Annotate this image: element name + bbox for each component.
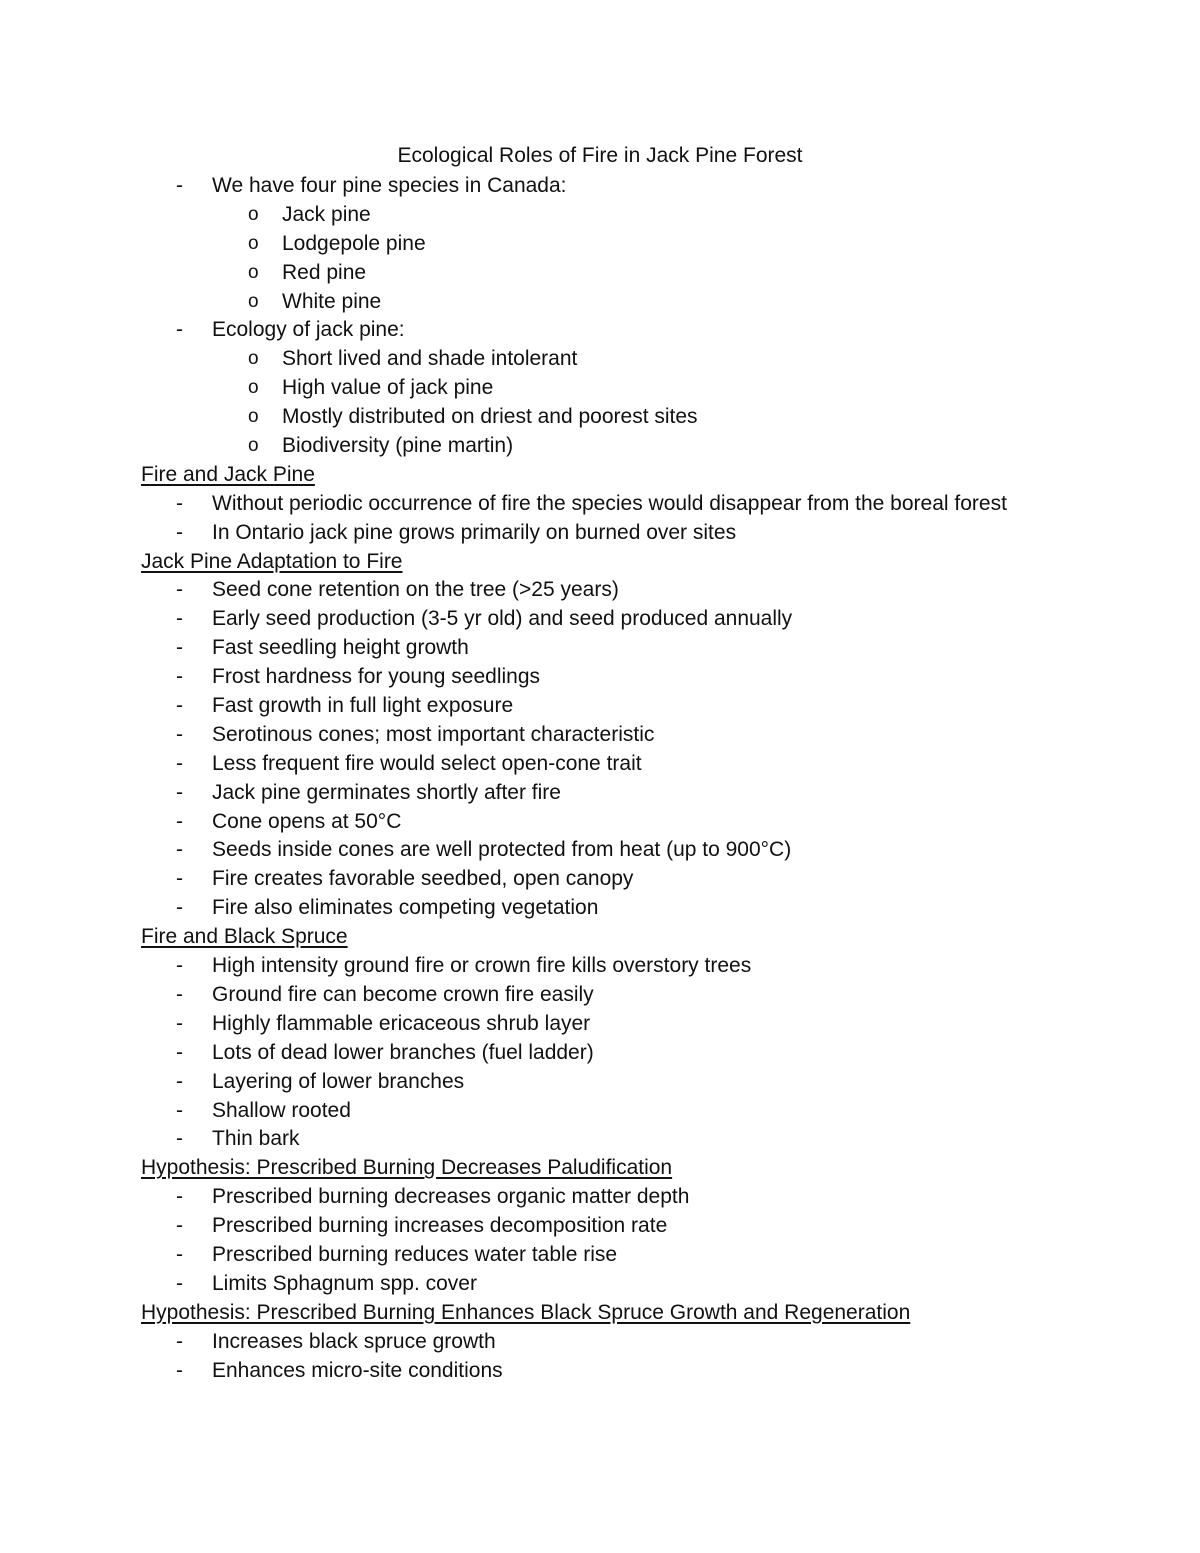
sub-bullet-item [0, 230, 1200, 259]
bullet-text: High intensity ground fire or crown fire kills overstory trees [212, 954, 752, 978]
circle-bullet: o [248, 377, 259, 399]
bullet-text: Seeds inside cones are well protected from heat (up to 900°C) [212, 838, 792, 862]
section-heading: Hypothesis: Prescribed Burning Decreases Paludification [141, 1156, 673, 1180]
bullet-item [0, 634, 1200, 663]
bullet-item [0, 316, 1200, 345]
bullet-text: Frost hardness for young seedlings [212, 665, 541, 689]
dash-bullet: - [176, 694, 183, 718]
bullet-text: Early seed production (3-5 yr old) and seed produced annually [212, 607, 793, 631]
circle-bullet: o [248, 406, 259, 428]
sub-bullet-text: High value of jack pine [282, 376, 494, 400]
dash-bullet: - [176, 665, 183, 689]
bullet-text: Fast seedling height growth [212, 636, 469, 660]
bullet-item [0, 1183, 1200, 1212]
sub-bullet-text: Lodgepole pine [282, 231, 426, 255]
bullet-item [0, 1068, 1200, 1097]
bullet-item [0, 1357, 1200, 1386]
document-title: Ecological Roles of Fire in Jack Pine Forest [397, 144, 803, 167]
dash-bullet: - [176, 1329, 183, 1353]
circle-bullet: o [248, 290, 259, 312]
bullet-item [0, 808, 1200, 837]
bullet-text: Jack pine germinates shortly after fire [212, 780, 561, 804]
bullet-item [0, 779, 1200, 808]
dash-bullet: - [176, 607, 183, 631]
bullet-text: Thin bark [212, 1127, 300, 1151]
bullet-item [0, 1125, 1200, 1154]
bullet-item [0, 1010, 1200, 1039]
sub-bullet-text: Mostly distributed on driest and poorest sites [282, 405, 698, 429]
bullet-text: Cone opens at 50°C [212, 809, 402, 833]
sub-bullet-item [0, 288, 1200, 317]
bullet-text: Fast growth in full light exposure [212, 694, 514, 718]
dash-bullet: - [176, 867, 183, 891]
bullet-text: Prescribed burning decreases organic matter depth [212, 1185, 690, 1209]
section-heading: Fire and Jack Pine [141, 462, 315, 486]
dash-bullet: - [176, 1040, 183, 1064]
circle-bullet: o [248, 203, 259, 225]
bullet-text: Without periodic occurrence of fire the species would disappear from the boreal forest [212, 491, 1007, 515]
dash-bullet: - [176, 896, 183, 920]
bullet-item [0, 692, 1200, 721]
dash-bullet: - [176, 780, 183, 804]
bullet-item [0, 172, 1200, 201]
bullet-text: Highly flammable ericaceous shrub layer [212, 1011, 591, 1035]
dash-bullet: - [176, 491, 183, 515]
bullet-item [0, 721, 1200, 750]
dash-bullet: - [176, 1069, 183, 1093]
dash-bullet: - [176, 722, 183, 746]
bullet-item [0, 865, 1200, 894]
bullet-item [0, 952, 1200, 981]
bullet-text: Seed cone retention on the tree (>25 years) [212, 578, 619, 602]
bullet-text: Shallow rooted [212, 1098, 351, 1122]
sub-bullet-text: Short lived and shade intolerant [282, 347, 578, 371]
dash-bullet: - [176, 1271, 183, 1295]
bullet-item [0, 490, 1200, 519]
dash-bullet: - [176, 318, 183, 342]
sub-bullet-item [0, 432, 1200, 461]
bullet-text: Prescribed burning increases decomposition rate [212, 1214, 668, 1238]
dash-bullet: - [176, 1242, 183, 1266]
dash-bullet: - [176, 636, 183, 660]
bullet-item [0, 605, 1200, 634]
bullet-text: Lots of dead lower branches (fuel ladder) [212, 1040, 594, 1064]
bullet-text: Ecology of jack pine: [212, 318, 405, 342]
bullet-item [0, 1212, 1200, 1241]
circle-bullet: o [248, 348, 259, 370]
bullet-text: Serotinous cones; most important characteristic [212, 722, 655, 746]
bullet-text: In Ontario jack pine grows primarily on burned over sites [212, 520, 737, 544]
dash-bullet: - [176, 809, 183, 833]
bullet-item [0, 750, 1200, 779]
circle-bullet: o [248, 261, 259, 283]
bullet-item [0, 894, 1200, 923]
dash-bullet: - [176, 751, 183, 775]
bullet-text: Enhances micro-site conditions [212, 1358, 503, 1382]
bullet-text: We have four pine species in Canada: [212, 174, 567, 197]
section-heading: Fire and Black Spruce [141, 925, 348, 949]
bullet-item [0, 1039, 1200, 1068]
bullet-item [0, 981, 1200, 1010]
section-heading: Jack Pine Adaptation to Fire [141, 549, 403, 573]
sub-bullet-text: Red pine [282, 260, 367, 284]
sub-bullet-item [0, 374, 1200, 403]
sub-bullet-item [0, 345, 1200, 374]
dash-bullet: - [176, 1098, 183, 1122]
dash-bullet: - [176, 954, 183, 978]
dash-bullet: - [176, 1011, 183, 1035]
bullet-item [0, 576, 1200, 605]
bullet-item [0, 1270, 1200, 1299]
sub-bullet-item [0, 403, 1200, 432]
bullet-text: Ground fire can become crown fire easily [212, 982, 594, 1006]
bullet-text: Less frequent fire would select open-cone trait [212, 751, 642, 775]
bullet-item [0, 1241, 1200, 1270]
sub-bullet-item [0, 259, 1200, 288]
dash-bullet: - [176, 1358, 183, 1382]
bullet-text: Fire creates favorable seedbed, open canopy [212, 867, 634, 891]
bullet-text: Layering of lower branches [212, 1069, 465, 1093]
sub-bullet-text: Jack pine [282, 202, 371, 226]
bullet-item [0, 836, 1200, 865]
sub-bullet-text: Biodiversity (pine martin) [282, 434, 514, 458]
circle-bullet: o [248, 232, 259, 254]
sub-bullet-text: White pine [282, 289, 382, 313]
document-body [0, 172, 1200, 1385]
bullet-item [0, 1328, 1200, 1357]
dash-bullet: - [176, 578, 183, 602]
dash-bullet: - [176, 1127, 183, 1151]
bullet-text: Limits Sphagnum spp. cover [212, 1271, 477, 1295]
bullet-item [0, 663, 1200, 692]
bullet-item [0, 1097, 1200, 1126]
circle-bullet: o [248, 435, 259, 457]
bullet-text: Prescribed burning reduces water table rise [212, 1242, 618, 1266]
dash-bullet: - [176, 982, 183, 1006]
dash-bullet: - [176, 1185, 183, 1209]
bullet-item [0, 519, 1200, 548]
bullet-text: Increases black spruce growth [212, 1329, 496, 1353]
dash-bullet: - [176, 838, 183, 862]
dash-bullet: - [176, 520, 183, 544]
bullet-text: Fire also eliminates competing vegetation [212, 896, 599, 920]
dash-bullet: - [176, 1214, 183, 1238]
sub-bullet-item [0, 201, 1200, 230]
dash-bullet: - [176, 174, 183, 197]
section-heading: Hypothesis: Prescribed Burning Enhances Black Spruce Growth and Regeneration [141, 1300, 911, 1324]
